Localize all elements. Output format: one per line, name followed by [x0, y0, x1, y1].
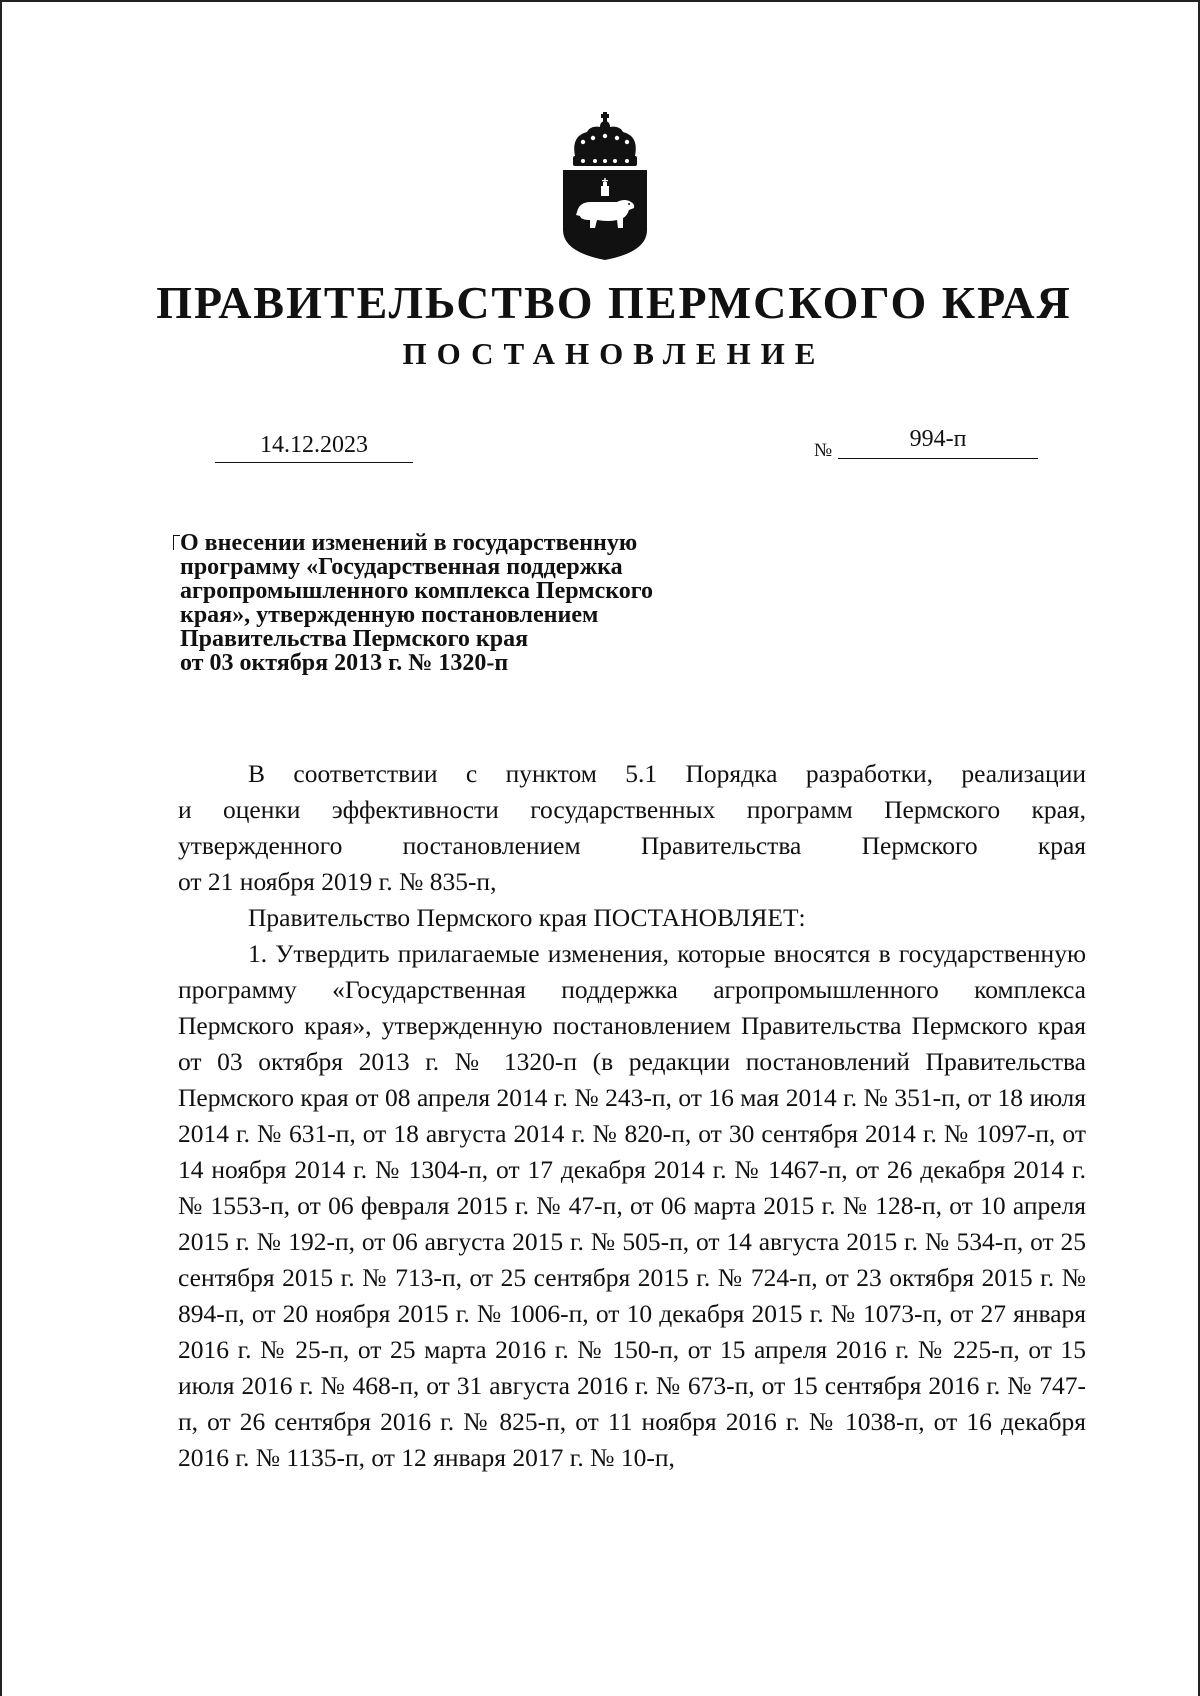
- document-subject: [180, 531, 780, 675]
- preamble-line: от 21 ноября 2019 г. № 835-п,: [178, 867, 497, 896]
- decree-paragraph: Правительство Пермского края ПОСТАНОВЛЯЕТ:: [248, 903, 806, 932]
- preamble-line: и оценки эффективности государственных программ Пермского края,: [178, 795, 1086, 824]
- preamble-line: В соответствии с пунктом 5.1 Порядка разработки, реализации: [248, 759, 1086, 788]
- scan-edge: [0, 0, 2, 1696]
- subject-line: О внесении изменений в государственную: [180, 530, 638, 556]
- document-type: ПОСТАНОВЛЕНИЕ: [402, 336, 826, 371]
- document-number: 994-п: [838, 420, 1038, 459]
- subject-line: программу «Государственная поддержка: [180, 554, 623, 580]
- crown-icon: [573, 112, 637, 166]
- preamble-paragraph: [178, 756, 1086, 900]
- perm-krai-coat-of-arms-icon: [561, 112, 649, 260]
- subject-bracket: [173, 535, 180, 550]
- government-title: ПРАВИТЕЛЬСТВО ПЕРМСКОГО КРАЯ: [156, 277, 1072, 328]
- subject-line: агропромышленного комплекса Пермского: [180, 578, 654, 604]
- item-1-paragraph: 1. Утвердить прилагаемые изменения, которые вносятся в государственную программу «Государственная поддержка агропромышленного комплекса Пермского края», утвержденную постановлением Правительства Пермского края от 03 октября 2013 г. № 1320-п (в редакции постановлений Правительства Пермского края от 08 апреля 2014 г. № 243-п, от 16 мая 2014 г. № 351-п, от 18 июля 2014 г. № 631-п, от 18 августа 2014 г. № 820-п, от 30 сентября 2014 г. № 1097-п, от 14 ноября 2014 г. № 1304-п, от 17 декабря 2014 г. № 1467-п, от 26 декабря 2014 г. № 1553-п, от 06 февраля 2015 г. № 47-п, от 06 марта 2015 г. № 128-п, от 10 апреля 2015 г. № 192-п, от 06 августа 2015 г. № 505-п, от 14 августа 2015 г. № 534-п, от 25 сентября 2015 г. № 713-п, от 25 сентября 2015 г. № 724-п, от 23 октября 2015 г. № 894-п, от 20 ноября 2015 г. № 1006-п, от 10 декабря 2015 г. № 1073-п, от 27 января 2016 г. № 25-п, от 25 марта 2016 г. № 150-п, от 15 апреля 2016 г. № 225-п, от 15 июля 2016 г. № 468-п, от 31 августа 2016 г. № 673-п, от 15 сентября 2016 г. № 747-п, от 26 сентября 2016 г. № 825-п, от 11 ноября 2016 г. № 1038-п, от 16 декабря 2016 г. № 1135-п, от 12 января 2017 г. № 10-п,: [178, 939, 1086, 1472]
- document-body: [178, 756, 1086, 1476]
- preamble-line: утвержденного постановлением Правительства Пермского края: [178, 831, 1086, 860]
- subject-line: от 03 октября 2013 г. № 1320-п: [180, 650, 509, 676]
- subject-line: Правительства Пермского края: [180, 626, 529, 652]
- number-label: №: [814, 440, 833, 461]
- scan-edge: [0, 0, 1200, 2]
- subject-line: края», утвержденную постановлением: [180, 602, 599, 628]
- document-date: 14.12.2023: [215, 428, 413, 463]
